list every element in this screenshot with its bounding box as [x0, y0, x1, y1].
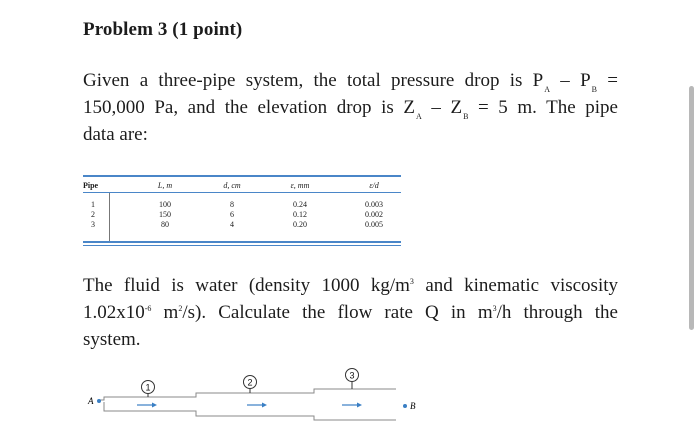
table-rule-bottom [83, 241, 401, 243]
table-header-length: L, m [157, 181, 173, 190]
table-cell: 0.005 [365, 220, 383, 229]
table-rule-header [83, 192, 401, 193]
table-cell: 8 [230, 200, 234, 209]
flow-arrows [137, 403, 362, 408]
pipe-1-label: 1 [145, 382, 151, 393]
table-header-diameter: d, cm [223, 181, 241, 190]
table-rule-bottom-double [83, 245, 401, 246]
pipe-data-table [83, 175, 401, 247]
scrollbar-thumb[interactable] [689, 86, 694, 330]
table-header-relative-roughness: ε/d [369, 181, 379, 190]
table-rule-top [83, 175, 401, 177]
table-cell: 2 [91, 210, 95, 219]
point-a-label: A [88, 396, 94, 406]
table-cell: 4 [230, 220, 234, 229]
table-cell: 6 [230, 210, 234, 219]
point-b-label: B [410, 401, 416, 411]
problem-title: Problem 3 (1 point) [83, 19, 243, 40]
table-cell: 0.20 [293, 220, 307, 229]
table-cell: 3 [91, 220, 95, 229]
problem-intro: Given a three-pipe system, the total pressure drop is $P_A - P_B$ = 150,000 Pa, and the elevation drop is $Z_A - Z_B = 5$ m. The pipe data are: [83, 70, 618, 145]
pipe-3-label: 3 [349, 370, 355, 381]
point-a-dot [97, 399, 101, 403]
pipe-2-label: 2 [247, 377, 253, 388]
table-header-roughness: ε, mm [290, 181, 310, 190]
table-cell: 100 [159, 200, 171, 209]
table-cell: 80 [161, 220, 169, 229]
table-cell: 0.003 [365, 200, 383, 209]
table-divider [109, 193, 110, 241]
pipe-system-diagram [82, 366, 422, 426]
table-cell: 150 [159, 210, 171, 219]
problem-question: The fluid is water (density 1000 $kg/m^3$ and kinematic viscosity $1.02x10^{-6}$ $m^2/s$). Calculate the flow rate Q in $m^3/h$ through the system. [83, 275, 619, 350]
table-cell: 0.12 [293, 210, 307, 219]
point-b-dot [403, 404, 407, 408]
table-header-pipe: Pipe [83, 181, 99, 190]
table-cell: 1 [91, 200, 95, 209]
table-cell: 0.24 [293, 200, 307, 209]
table-cell: 0.002 [365, 210, 383, 219]
